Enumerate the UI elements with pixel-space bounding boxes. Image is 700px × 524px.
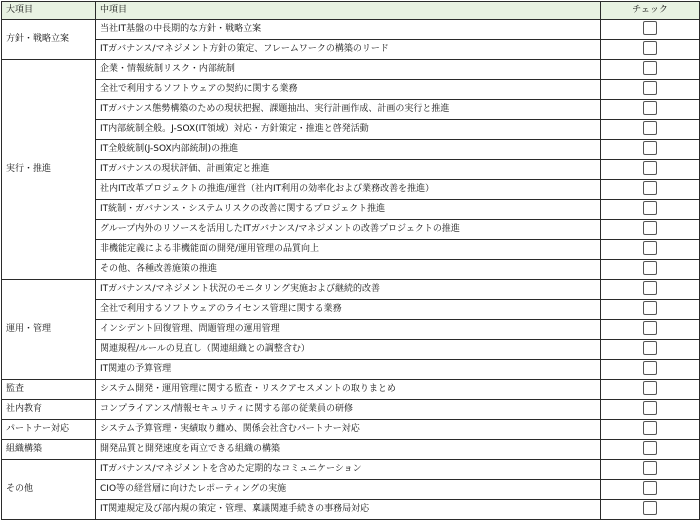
item-cell: グループ内外のリソースを活用したITガバナンス/マネジメントの改善プロジェクトの推進	[96, 220, 601, 240]
check-cell	[601, 20, 700, 40]
category-cell: 運用・管理	[2, 280, 96, 380]
check-cell	[601, 40, 700, 60]
checkbox[interactable]	[643, 301, 657, 315]
header-row	[2, 2, 700, 20]
item-cell: CIO等の経営層に向けたレポーティングの実施	[96, 480, 601, 500]
checkbox[interactable]	[643, 421, 657, 435]
item-cell: IT関連の予算管理	[96, 360, 601, 380]
check-cell	[601, 300, 700, 320]
checkbox[interactable]	[643, 101, 657, 115]
item-cell: インシデント回復管理、問題管理の運用管理	[96, 320, 601, 340]
checkbox[interactable]	[643, 21, 657, 35]
category-cell: 実行・推進	[2, 60, 96, 280]
table-row	[2, 480, 700, 500]
checkbox[interactable]	[643, 141, 657, 155]
header-check: チェック	[601, 2, 700, 20]
check-cell	[601, 120, 700, 140]
item-cell: 関連規程/ルールの見直し（関連組織との調整含む）	[96, 340, 601, 360]
item-cell: 全社で利用するソフトウェアのライセンス管理に関する業務	[96, 300, 601, 320]
check-cell	[601, 280, 700, 300]
checkbox[interactable]	[643, 281, 657, 295]
check-cell	[601, 500, 700, 520]
header-category: 大項目	[2, 2, 96, 20]
table-row	[2, 460, 700, 480]
table-row	[2, 500, 700, 520]
table-row	[2, 320, 700, 340]
item-cell: IT内部統制全般。J-SOX(IT領域）対応・方針策定・推進と啓発活動	[96, 120, 601, 140]
table-row	[2, 240, 700, 260]
table-row	[2, 40, 700, 60]
check-cell	[601, 380, 700, 400]
check-cell	[601, 60, 700, 80]
checkbox[interactable]	[643, 41, 657, 55]
checkbox[interactable]	[643, 501, 657, 515]
item-cell: 社内IT改革プロジェクトの推進/運営（社内IT利用の効率化および業務改善を推進）	[96, 180, 601, 200]
header-item: 中項目	[96, 2, 601, 20]
table-row	[2, 300, 700, 320]
check-cell	[601, 440, 700, 460]
table-row	[2, 380, 700, 400]
check-cell	[601, 220, 700, 240]
table-row	[2, 20, 700, 40]
table-row	[2, 220, 700, 240]
check-cell	[601, 420, 700, 440]
category-cell: その他	[2, 460, 96, 520]
category-cell: 監査	[2, 380, 96, 400]
item-cell: ITガバナンスの現状評価、計画策定と推進	[96, 160, 601, 180]
item-cell: IT統制・ガバナンス・システムリスクの改善に関するプロジェクト推進	[96, 200, 601, 220]
category-cell: 社内教育	[2, 400, 96, 420]
table-row	[2, 160, 700, 180]
check-cell	[601, 260, 700, 280]
checkbox[interactable]	[643, 341, 657, 355]
table-row	[2, 400, 700, 420]
table-row	[2, 60, 700, 80]
item-cell: その他、各種改善施策の推進	[96, 260, 601, 280]
checkbox[interactable]	[643, 321, 657, 335]
table-row	[2, 180, 700, 200]
table-row	[2, 200, 700, 220]
item-cell: 企業・情報統制リスク・内部統制	[96, 60, 601, 80]
table-row	[2, 440, 700, 460]
check-cell	[601, 240, 700, 260]
item-cell: ITガバナンス/マネジメント状況のモニタリング実施および継続的改善	[96, 280, 601, 300]
category-cell: 組織構築	[2, 440, 96, 460]
item-cell: 非機能定義による非機能面の開発/運用管理の品質向上	[96, 240, 601, 260]
table-row	[2, 120, 700, 140]
category-cell: 方針・戦略立案	[2, 20, 96, 60]
item-cell: ITガバナンス態勢構築のための現状把握、課題抽出、実行計画作成、計画の実行と推進	[96, 100, 601, 120]
table-row	[2, 260, 700, 280]
item-cell: 当社IT基盤の中長期的な方針・戦略立案	[96, 20, 601, 40]
table-row	[2, 360, 700, 380]
checkbox[interactable]	[643, 361, 657, 375]
item-cell: システム予算管理・実績取り纏め、関係会社含むパートナー対応	[96, 420, 601, 440]
item-cell: 開発品質と開発速度を両立できる組織の構築	[96, 440, 601, 460]
table-row	[2, 100, 700, 120]
item-cell: システム開発・運用管理に関する監査・リスクアセスメントの取りまとめ	[96, 380, 601, 400]
check-cell	[601, 320, 700, 340]
check-cell	[601, 400, 700, 420]
check-cell	[601, 180, 700, 200]
check-cell	[601, 340, 700, 360]
checkbox[interactable]	[643, 221, 657, 235]
checkbox[interactable]	[643, 481, 657, 495]
checkbox[interactable]	[643, 181, 657, 195]
check-cell	[601, 160, 700, 180]
table-row	[2, 80, 700, 100]
check-cell	[601, 100, 700, 120]
check-cell	[601, 140, 700, 160]
checkbox[interactable]	[643, 461, 657, 475]
category-cell: パートナー対応	[2, 420, 96, 440]
table-body	[2, 20, 700, 520]
item-cell: ITガバナンス/マネジメント方針の策定、フレームワークの構築のリード	[96, 40, 601, 60]
checkbox[interactable]	[643, 61, 657, 75]
checkbox[interactable]	[643, 121, 657, 135]
checkbox[interactable]	[643, 161, 657, 175]
table-row	[2, 420, 700, 440]
item-cell: IT全般統制(J-SOX内部統制)の推進	[96, 140, 601, 160]
checkbox[interactable]	[643, 401, 657, 415]
check-cell	[601, 460, 700, 480]
item-cell: コンプライアンス/情報セキュリティに関する部の従業員の研修	[96, 400, 601, 420]
checkbox[interactable]	[643, 241, 657, 255]
checkbox[interactable]	[643, 441, 657, 455]
check-cell	[601, 360, 700, 380]
check-cell	[601, 480, 700, 500]
checkbox[interactable]	[643, 381, 657, 395]
checkbox[interactable]	[643, 261, 657, 275]
table-row	[2, 340, 700, 360]
check-cell	[601, 80, 700, 100]
table-row	[2, 140, 700, 160]
item-cell: IT関連規定及び部内規の策定・管理、稟議関連手続きの事務局対応	[96, 500, 601, 520]
checklist-table	[1, 1, 700, 520]
checkbox[interactable]	[643, 201, 657, 215]
item-cell: ITガバナンス/マネジメントを含めた定期的なコミュニケーション	[96, 460, 601, 480]
checkbox[interactable]	[643, 81, 657, 95]
table-row	[2, 280, 700, 300]
check-cell	[601, 200, 700, 220]
item-cell: 全社で利用するソフトウェアの契約に関する業務	[96, 80, 601, 100]
